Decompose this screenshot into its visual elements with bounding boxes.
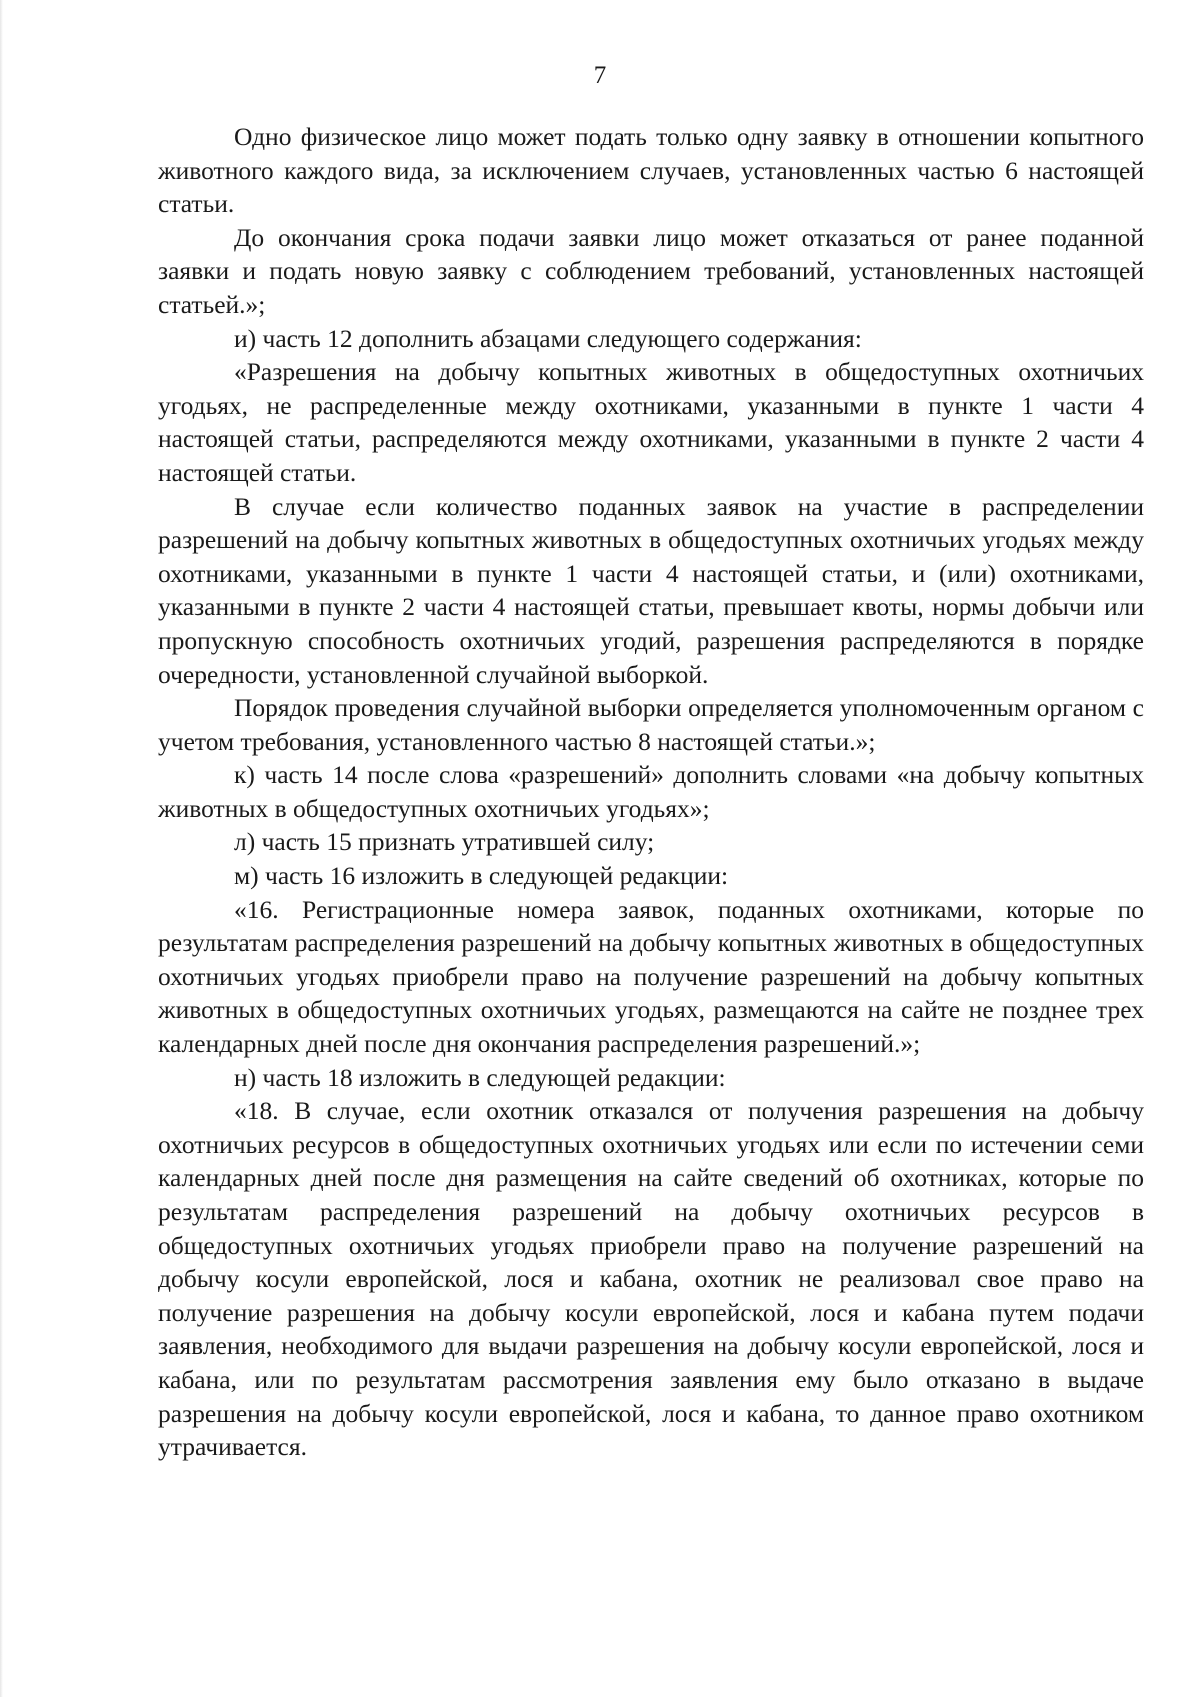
paragraph-one-application: Одно физическое лицо может подать только одну заявку в отношении копытного животного каждого вида, за исключением случаев, установленных частью 6 настоящей статьи.	[158, 122, 1144, 219]
paragraph-item-m: м) часть 16 изложить в следующей редакции:	[234, 861, 729, 891]
paragraph-item-l: л) часть 15 признать утратившей силу;	[234, 827, 655, 857]
paragraph-item-n: н) часть 18 изложить в следующей редакции:	[234, 1062, 726, 1092]
paragraph-sampling-procedure: Порядок проведения случайной выборки определяется уполномоченным органом с учетом требования, установленного частью 8 настоящей статьи.»;	[158, 693, 1144, 756]
document-body	[158, 120, 1144, 1464]
paragraph-item-i: и) часть 12 дополнить абзацами следующего содержания:	[234, 323, 862, 353]
scan-edge-shadow	[0, 0, 3, 1697]
paragraph-random-sampling: В случае если количество поданных заявок на участие в распределении разрешений на добычу копытных животных в общедоступных охотничьих угодьях между охотниками, указанными в пункте 1 части 4 настоящей статьи, и (или) охотниками, указанными в пункте 2 части 4 настоящей статьи, превышает квоты, нормы добычи или пропускную способность охотничьих угодий, разрешения распределяются в порядке очередности, установленной случайной выборкой.	[158, 491, 1144, 689]
paragraph-undistributed-permits: «Разрешения на добычу копытных животных в общедоступных охотничьих угодьях, не распределенные между охотниками, указанными в пункте 1 части 4 настоящей статьи, распределяются между охотниками, указанными в пункте 2 части 4 настоящей статьи.	[158, 357, 1144, 487]
paragraph-item-k: к) часть 14 после слова «разрешений» дополнить словами «на добычу копытных животных в общедоступных охотничьих угодьях»;	[158, 760, 1144, 823]
page-number: 7	[593, 62, 607, 89]
paragraph-part-18: «18. В случае, если охотник отказался от получения разрешения на добычу охотничьих ресурсов в общедоступных охотничьих угодьях или если по истечении семи календарных дней после дня размещения на сайте сведений об охотниках, которые по результатам распределения разрешений на добычу охотничьих ресурсов в общедоступных охотничьих угодьях приобрели право на получение разрешений на добычу косули европейской, лося и кабана, охотник не реализовал свое право на получение разрешения на добычу косули европейской, лося и кабана путем подачи заявления, необходимого для выдачи разрешения на добычу косули европейской, лося и кабана, или по результатам рассмотрения заявления ему было отказано в выдаче разрешения на добычу косули европейской, лося и кабана, то данное право охотником утрачивается.	[158, 1096, 1144, 1462]
paragraph-part-16: «16. Регистрационные номера заявок, поданных охотниками, которые по результатам распределения разрешений на добычу копытных животных в общедоступных охотничьих угодьях приобрели право на получение разрешений на добычу копытных животных в общедоступных охотничьих угодьях, размещаются на сайте не позднее трех календарных дней после дня окончания распределения разрешений.»;	[158, 894, 1144, 1059]
paragraph-withdraw-application: До окончания срока подачи заявки лицо может отказаться от ранее поданной заявки и подать новую заявку с соблюдением требований, установленных настоящей статьей.»;	[158, 222, 1144, 319]
